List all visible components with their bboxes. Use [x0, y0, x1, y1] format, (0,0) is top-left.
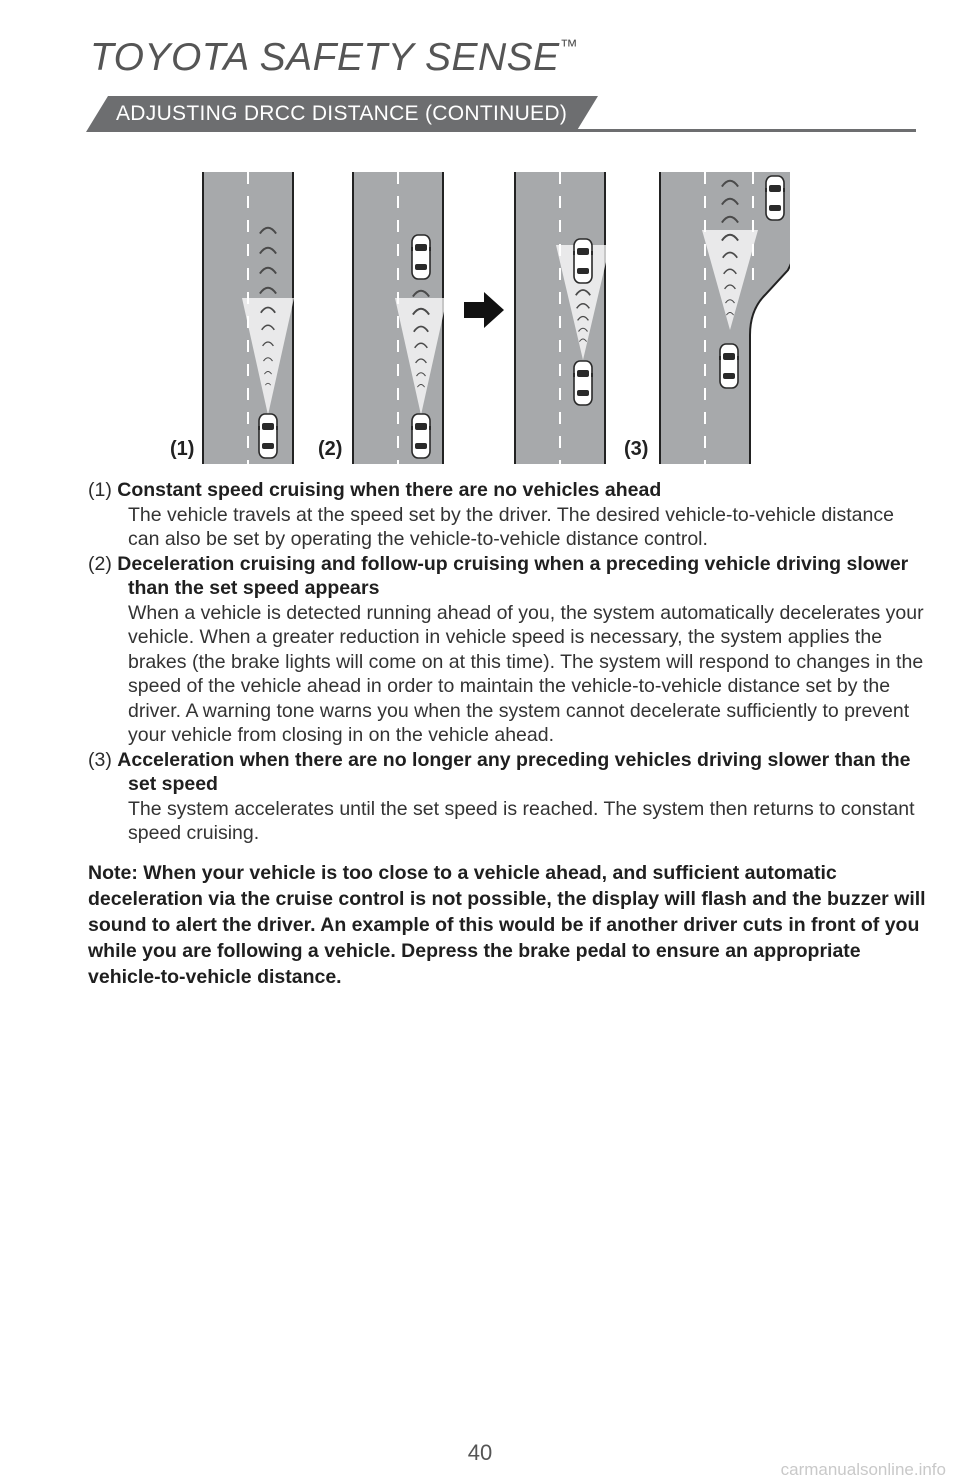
own-vehicle-4	[719, 344, 739, 388]
item-number: (3)	[88, 748, 112, 771]
note-paragraph: Note: When your vehicle is too close to a vehicle ahead, and sufficient automatic deceleration via the cruise control is not possible, the display will flash and the buzzer will sound to alert the driver. An example of this would be if another driver cuts in front of you while you are following a vehicle. Depress the brake pedal to ensure an appropriate vehicle-to-vehicle distance.	[88, 861, 926, 988]
own-vehicle-3	[573, 361, 593, 405]
own-vehicle-1	[258, 414, 278, 458]
diagram-label-2: (2)	[318, 438, 343, 460]
transition-arrow-icon	[464, 292, 504, 328]
road-4	[660, 172, 790, 464]
trademark-symbol: ™	[559, 36, 579, 56]
item-body: When a vehicle is detected running ahead of you, the system automatically decelerates your vehicle. When a greater reduction in vehicle speed is necessary, the system applies the brakes (the brake lights will come on at this time). The system will respond to changes in the speed of the vehicle ahead in order to maintain the vehicle-to-vehicle distance set by the driver. A warning tone warns you when the system cannot decelerate sufficiently to prevent your vehicle from closing in on the vehicle ahead.	[128, 601, 924, 746]
item-heading	[88, 478, 928, 503]
preceding-vehicle-2	[411, 235, 431, 279]
item-title: Deceleration cruising and follow-up cruising when a preceding vehicle driving slower than the set speed appears	[117, 552, 909, 599]
content-body	[88, 478, 928, 990]
diagram-label-1: (1)	[170, 438, 195, 460]
item-title: Constant speed cruising when there are no vehicles ahead	[117, 479, 662, 501]
preceding-vehicle-3	[573, 239, 593, 283]
section-heading: ADJUSTING DRCC DISTANCE (CONTINUED)	[116, 102, 568, 125]
own-vehicle-2	[411, 414, 431, 458]
item-title: Acceleration when there are no longer any preceding vehicles driving slower than the set speed	[117, 748, 911, 795]
list-item	[88, 748, 928, 846]
item-heading	[88, 748, 928, 797]
page-number: 40	[467, 1440, 493, 1465]
road-1	[203, 172, 294, 464]
item-number: (2)	[88, 552, 112, 575]
road-3	[515, 172, 610, 464]
list-item	[88, 552, 928, 748]
item-body: The system accelerates until the set speed is reached. The system then returns to constant speed cruising.	[128, 797, 915, 844]
road-2	[353, 172, 447, 464]
page-title	[90, 36, 578, 80]
item-number: (1)	[88, 479, 112, 501]
page-title-text: TOYOTA SAFETY SENSE	[90, 36, 560, 79]
watermark: carmanualsonline.info	[780, 1460, 946, 1479]
list-item	[88, 478, 928, 552]
item-heading	[88, 552, 928, 601]
diagram-label-3: (3)	[624, 438, 649, 460]
drcc-diagram	[170, 170, 790, 465]
item-body: The vehicle travels at the speed set by the driver. The desired vehicle-to-vehicle distance can also be set by operating the vehicle-to-vehicle distance control.	[128, 503, 894, 550]
departing-vehicle-4	[765, 176, 785, 220]
